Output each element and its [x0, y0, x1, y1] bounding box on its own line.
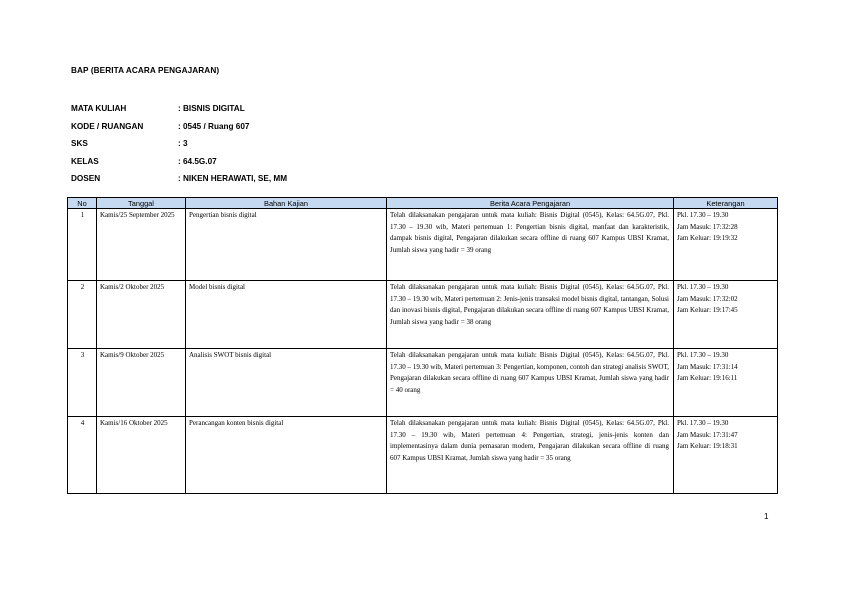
meta-key: MATA KULIAH — [71, 104, 127, 113]
cell-report: Telah dilaksanakan pengajaran untuk mata kuliah: Bisnis Digital (0545), Kelas: 64.5G.07, Pkl. 17.30 – 19.30 wib, Materi pertemuan 1: Pengertian bisnis digital, manfaat dan karakteristik, dampak bisnis digital, Pengajaran dilakukan secara offline di ruang 607 Kampus UBSI Kramat, Jumlah siswa yang hadir = 39 orang — [387, 209, 674, 281]
cell-material: Model bisnis digital — [186, 281, 387, 349]
teaching-report-table — [67, 197, 778, 494]
meta-key: KELAS — [71, 156, 99, 166]
cell-material: Pengertian bisnis digital — [186, 209, 387, 281]
cell-report: Telah dilaksanakan pengajaran untuk mata kuliah: Bisnis Digital (0545), Kelas: 64.5G.07, Pkl. 17.30 – 19.30 wib, Materi pertemuan 3: Pengertian, komponen, contoh dan strategi analisis SWOT, Pengajaran dilakukan secara offline di ruang 607 Kampus UBSI Kramat, Jumlah siswa yang hadir = 40 orang — [387, 349, 674, 417]
time-range: Pkl. 17.30 – 19.30 — [677, 351, 729, 359]
table-header-row — [68, 198, 778, 209]
check-out-time: Jam Keluar: 19:16:11 — [677, 374, 738, 383]
cell-date: Kamis/9 Oktober 2025 — [97, 349, 186, 417]
table-row — [68, 349, 778, 417]
meta-key: DOSEN — [71, 174, 101, 184]
cell-date: Kamis/2 Oktober 2025 — [97, 281, 186, 349]
cell-material: Analisis SWOT bisnis digital — [186, 349, 387, 417]
check-in-time: Jam Masuk: 17:31:14 — [677, 362, 738, 371]
meta-value: : 0545 / Ruang 607 — [178, 121, 250, 131]
table-row — [68, 417, 778, 494]
cell-notes — [674, 281, 778, 349]
cell-no: 4 — [68, 417, 97, 494]
cell-report: Telah dilaksanakan pengajaran untuk mata kuliah: Bisnis Digital (0545), Kelas: 64.5G.07, Pkl. 17.30 – 19.30 wib, Materi pertemuan 4: Pengertian, strategi, jenis-jenis konten dan implementasinya dalam dunia pemasaran modern, Pengajaran dilakukan secara offline di ruang 607 Kampus UBSI Kramat, Jumlah siswa yang hadir = 35 orang — [387, 417, 674, 494]
check-out-time: Jam Keluar: 19:19:32 — [677, 234, 738, 243]
meta-row-course — [71, 104, 287, 122]
cell-date: Kamis/16 Oktober 2025 — [97, 417, 186, 494]
header-material: Bahan Kajian — [186, 198, 387, 209]
meta-row-code — [71, 122, 287, 140]
cell-notes — [674, 209, 778, 281]
check-in-time: Jam Masuk: 17:32:02 — [677, 294, 738, 303]
check-in-time: Jam Masuk: 17:31:47 — [677, 430, 738, 439]
cell-notes — [674, 349, 778, 417]
cell-report: Telah dilaksanakan pengajaran untuk mata kuliah: Bisnis Digital (0545), Kelas: 64.5G.07, Pkl. 17.30 – 19.30 wib, Materi pertemuan 2: Jenis-jenis transaksi model bisnis digital, tantangan, Solusi dan inovasi bisnis digital, Pengajaran dilakukan secara offline di ruang 607 Kampus UBSI Kramat, Jumlah siswa yang hadir = 38 orang — [387, 281, 674, 349]
meta-row-class — [71, 157, 287, 175]
meta-value: : 3 — [178, 139, 188, 149]
header-date: Tanggal — [97, 198, 186, 209]
meta-value: : BISNIS DIGITAL — [178, 104, 245, 113]
cell-no: 2 — [68, 281, 97, 349]
check-in-time: Jam Masuk: 17:32:28 — [677, 222, 738, 231]
meta-value: : NIKEN HERAWATI, SE, MM — [178, 174, 288, 184]
meta-key: KODE / RUANGAN — [71, 121, 144, 131]
meta-key: SKS — [71, 139, 88, 149]
meta-row-lecturer — [71, 174, 287, 192]
meta-value: : 64.5G.07 — [178, 156, 217, 166]
time-range: Pkl. 17.30 – 19.30 — [677, 211, 729, 219]
cell-no: 1 — [68, 209, 97, 281]
header-notes: Keterangan — [674, 198, 778, 209]
table-row — [68, 209, 778, 281]
cell-notes — [674, 417, 778, 494]
course-info — [71, 104, 287, 192]
meta-row-sks — [71, 139, 287, 157]
check-out-time: Jam Keluar: 19:18:31 — [677, 442, 738, 451]
cell-no: 3 — [68, 349, 97, 417]
cell-material: Perancangan konten bisnis digital — [186, 417, 387, 494]
time-range: Pkl. 17.30 – 19.30 — [677, 283, 729, 291]
check-out-time: Jam Keluar: 19:17:45 — [677, 306, 738, 315]
table-row — [68, 281, 778, 349]
cell-date: Kamis/25 September 2025 — [97, 209, 186, 281]
header-report: Berita Acara Pengajaran — [387, 198, 674, 209]
header-no: No — [68, 198, 97, 209]
document-title: BAP (BERITA ACARA PENGAJARAN) — [71, 66, 220, 75]
time-range: Pkl. 17.30 – 19.30 — [677, 419, 729, 427]
page-number: 1 — [764, 512, 769, 521]
